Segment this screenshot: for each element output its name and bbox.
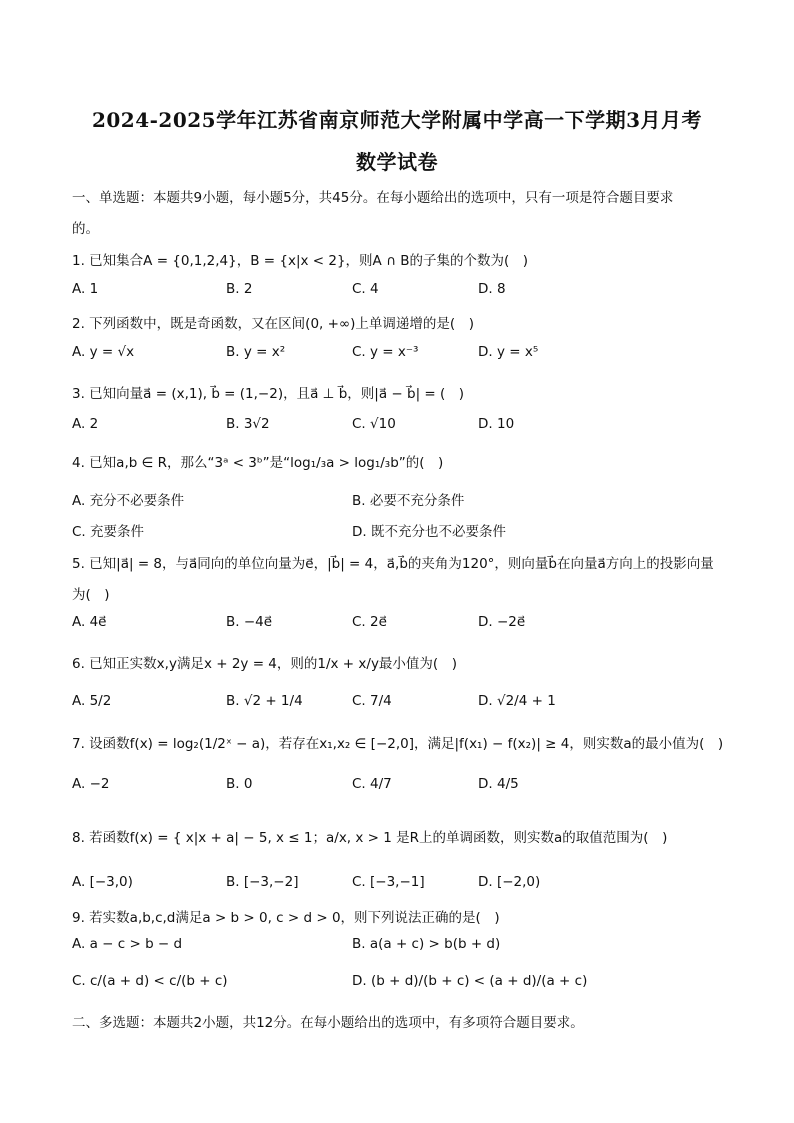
question-6-option-a: A. 5/2 [72,693,112,709]
section2-header: 二、多选题：本题共2小题，共12分。在每小题给出的选项中，有多项符合题目要求。 [72,1015,584,1031]
section1-header-cont: 的。 [72,221,99,237]
question-6-option-c: C. 7/4 [352,693,392,709]
question-1-option-c: C. 4 [352,281,379,297]
question-8-option-d: D. [−2,0) [478,874,541,890]
question-9-option-b: B. a(a + c) > b(b + d) [352,936,501,952]
question-3-option-a: A. 2 [72,416,99,432]
question-8-stem: 8. 若函数f(x) = { x|x + a| − 5, x ≤ 1；a/x, x > 1 是R上的单调函数，则实数a的取值范围为( ) [72,830,668,846]
question-7-option-d: D. 4/5 [478,776,519,792]
question-9-option-a: A. a − c > b − d [72,936,183,952]
question-7-option-c: C. 4/7 [352,776,392,792]
question-9-option-c: C. c/(a + d) < c/(b + c) [72,973,228,989]
question-3-option-d: D. 10 [478,416,515,432]
question-5-option-c: C. 2e⃗ [352,614,387,630]
question-9-option-d: D. (b + d)/(b + c) < (a + d)/(a + c) [352,973,588,989]
section1-header: 一、单选题：本题共9小题，每小题5分，共45分。在每小题给出的选项中，只有一项是符合题目要求 [72,190,674,206]
question-4-option-b: B. 必要不充分条件 [352,493,465,509]
exam-title-line1: 2024-2025学年江苏省南京师范大学附属中学高一下学期3月月考 [91,108,703,132]
question-1-option-b: B. 2 [226,281,253,297]
question-8-option-c: C. [−3,−1] [352,874,425,890]
question-1-stem: 1. 已知集合A = {0,1,2,4}，B = {x|x < 2}，则A ∩ B的子集的个数为( ) [72,253,529,269]
question-4-stem: 4. 已知a,b ∈ R，那么“3ᵃ < 3ᵇ”是“log₁/₃a > log₁/₃b”的( ) [72,455,444,471]
question-5-option-b: B. −4e⃗ [226,614,273,630]
question-3-stem: 3. 已知向量a⃗ = (x,1), b⃗ = (1,−2)，且a⃗ ⊥ b⃗，则|a⃗ − b⃗| = ( ) [72,386,465,402]
question-8-option-b: B. [−3,−2] [226,874,299,890]
question-4-option-d: D. 既不充分也不必要条件 [352,524,506,540]
question-4-option-a: A. 充分不必要条件 [72,493,185,509]
question-6-stem: 6. 已知正实数x,y满足x + 2y = 4，则的1/x + x/y最小值为( ) [72,656,457,672]
question-2-stem: 2. 下列函数中，既是奇函数，又在区间(0, +∞)上单调递增的是( ) [72,316,474,332]
question-5-option-d: D. −2e⃗ [478,614,526,630]
question-8-option-a: A. [−3,0) [72,874,133,890]
question-3-option-c: C. √10 [352,416,396,432]
question-5-option-a: A. 4e⃗ [72,614,107,630]
question-7-option-a: A. −2 [72,776,110,792]
question-4-option-c: C. 充要条件 [72,524,145,540]
question-2-option-b: B. y = x² [226,344,286,360]
question-7-stem: 7. 设函数f(x) = log₂(1/2ˣ − a)，若存在x₁,x₂ ∈ [−2,0]，满足|f(x₁) − f(x₂)| ≥ 4，则实数a的最小值为( ) [72,736,724,752]
question-3-option-b: B. 3√2 [226,416,270,432]
question-6-option-b: B. √2 + 1/4 [226,693,303,709]
question-2-option-c: C. y = x⁻³ [352,344,419,360]
question-9-stem: 9. 若实数a,b,c,d满足a > b > 0, c > d > 0，则下列说法正确的是( ) [72,910,500,926]
question-5-stem: 5. 已知|a⃗| = 8，与a⃗同向的单位向量为e⃗，|b⃗| = 4，a⃗,b⃗的夹角为120°，则向量b⃗在向量a⃗方向上的投影向量 [72,556,714,572]
question-2-option-a: A. y = √x [72,344,135,360]
question-5-stem-cont: 为( ) [72,587,110,603]
question-1-option-a: A. 1 [72,281,99,297]
question-2-option-d: D. y = x⁵ [478,344,539,360]
question-7-option-b: B. 0 [226,776,253,792]
question-6-option-d: D. √2/4 + 1 [478,693,556,709]
question-1-option-d: D. 8 [478,281,506,297]
exam-title-line2: 数学试卷 [356,150,438,174]
